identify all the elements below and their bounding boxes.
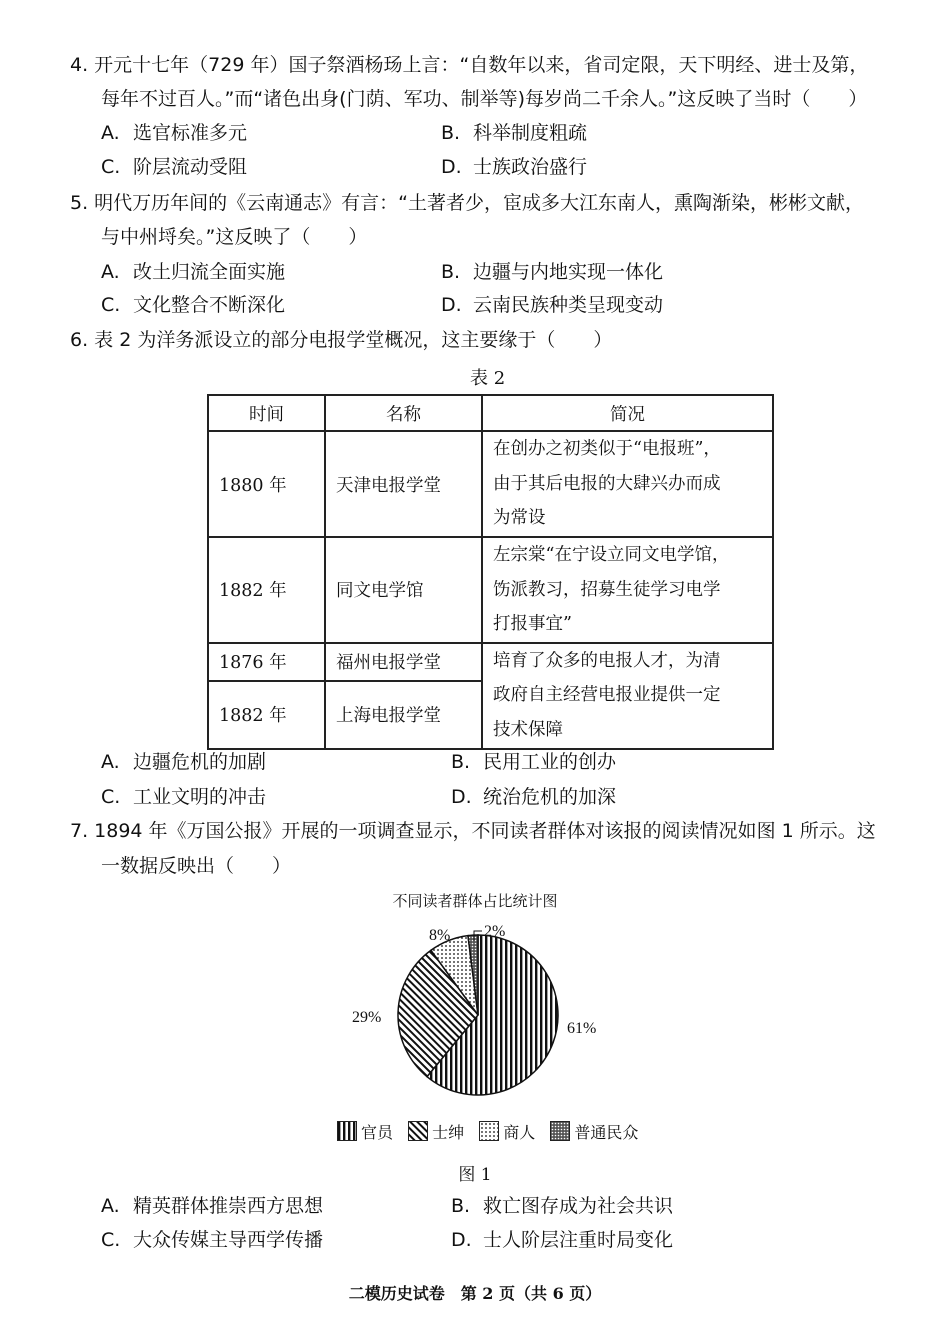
legend-label: 普通民众: [574, 1123, 639, 1142]
legend-swatch-merchants: [479, 1121, 499, 1141]
chart-legend: [337, 1120, 638, 1143]
page-footer: 二模历史试卷 第 2 页（共 6 页）: [348, 1284, 602, 1303]
q4-stem-line1: 4. 开元十七年（729 年）国子祭酒杨玚上言：“自数年以来，省司定限，天下明经、进士及第，: [70, 54, 869, 76]
table-cell-time: 1880 年: [208, 431, 325, 537]
q4-stem-line2: 每年不过百人。”而“诸色出身(门荫、军功、制举等)每岁尚二千余人。”这反映了当时（ ）: [101, 88, 868, 110]
table-header: 名称: [325, 395, 482, 431]
q6-option-a[interactable]: A. 边疆危机的加剧: [101, 751, 267, 773]
table-cell-time: 1882 年: [208, 537, 325, 643]
q7-option-d[interactable]: D. 士人阶层注重时局变化: [451, 1229, 674, 1251]
table-cell-name: 福州电报学堂: [325, 643, 482, 681]
slice-label-commoners: 2%: [484, 923, 506, 940]
figure-caption: 图 1: [458, 1165, 492, 1185]
q6-option-d[interactable]: D. 统治危机的加深: [451, 786, 617, 808]
q4-option-c[interactable]: C. 阶层流动受阻: [101, 156, 248, 178]
table-cell-desc: 左宗棠“在宁设立同文电学馆， 饬派教习，招募生徒学习电学 打报事宜”: [482, 537, 773, 643]
q6-option-b[interactable]: B. 民用工业的创办: [451, 751, 617, 773]
legend-label: 士绅: [432, 1123, 465, 1142]
q5-stem-line2: 与中州埒矣。”这反映了（ ）: [101, 226, 368, 248]
table-cell-time: 1876 年: [208, 643, 325, 681]
table-header: 时间: [208, 395, 325, 431]
q7-option-b[interactable]: B. 救亡图存成为社会共识: [451, 1195, 674, 1217]
q5-option-a[interactable]: A. 改土归流全面实施: [101, 261, 286, 283]
legend-label: 官员: [361, 1123, 394, 1142]
q7-option-a[interactable]: A. 精英群体推崇西方思想: [101, 1195, 324, 1217]
table-cell-desc-shared: 培育了众多的电报人才，为清 政府自主经营电报业提供一定 技术保障: [482, 643, 773, 749]
slice-label-gentry: 29%: [352, 1009, 382, 1026]
q5-option-d[interactable]: D. 云南民族种类呈现变动: [441, 294, 664, 316]
table-cell-name: 同文电学馆: [325, 537, 482, 643]
chart-title: 不同读者群体占比统计图: [392, 892, 558, 910]
q6-option-c[interactable]: C. 工业文明的冲击: [101, 786, 267, 808]
q4-option-d[interactable]: D. 士族政治盛行: [441, 156, 588, 178]
slice-label-merchants: 8%: [429, 927, 451, 944]
table-header: 简况: [482, 395, 773, 431]
table-caption: 表 2: [470, 368, 506, 389]
q4-option-b[interactable]: B. 科举制度粗疏: [441, 122, 588, 144]
q5-stem-line1: 5. 明代万历年间的《云南通志》有言：“土著者少，宦成多大江东南人，熏陶渐染，彬彬文献，: [70, 192, 865, 214]
legend-swatch-gentry: [408, 1121, 428, 1141]
q5-option-b[interactable]: B. 边疆与内地实现一体化: [441, 261, 664, 283]
slice-label-officials: 61%: [567, 1020, 597, 1037]
legend-swatch-officials: [337, 1121, 357, 1141]
table-cell-time: 1882 年: [208, 681, 325, 749]
table-cell-desc: 在创办之初类似于“电报班”， 由于其后电报的大肆兴办而成 为常设: [482, 431, 773, 537]
legend-label: 商人: [503, 1123, 536, 1142]
q7-stem-line1: 7. 1894 年《万国公报》开展的一项调查显示，不同读者群体对该报的阅读情况如图 1 所示。这: [70, 820, 876, 842]
q6-stem-line1: 6. 表 2 为洋务派设立的部分电报学堂概况，这主要缘于（ ）: [70, 329, 613, 351]
q7-option-c[interactable]: C. 大众传媒主导西学传播: [101, 1229, 324, 1251]
legend-swatch-commoners: [550, 1121, 570, 1141]
q7-stem-line2: 一数据反映出（ ）: [101, 855, 292, 877]
table-cell-name: 上海电报学堂: [325, 681, 482, 749]
table-cell-name: 天津电报学堂: [325, 431, 482, 537]
q5-option-c[interactable]: C. 文化整合不断深化: [101, 294, 286, 316]
q4-option-a[interactable]: A. 选官标准多元: [101, 122, 248, 144]
